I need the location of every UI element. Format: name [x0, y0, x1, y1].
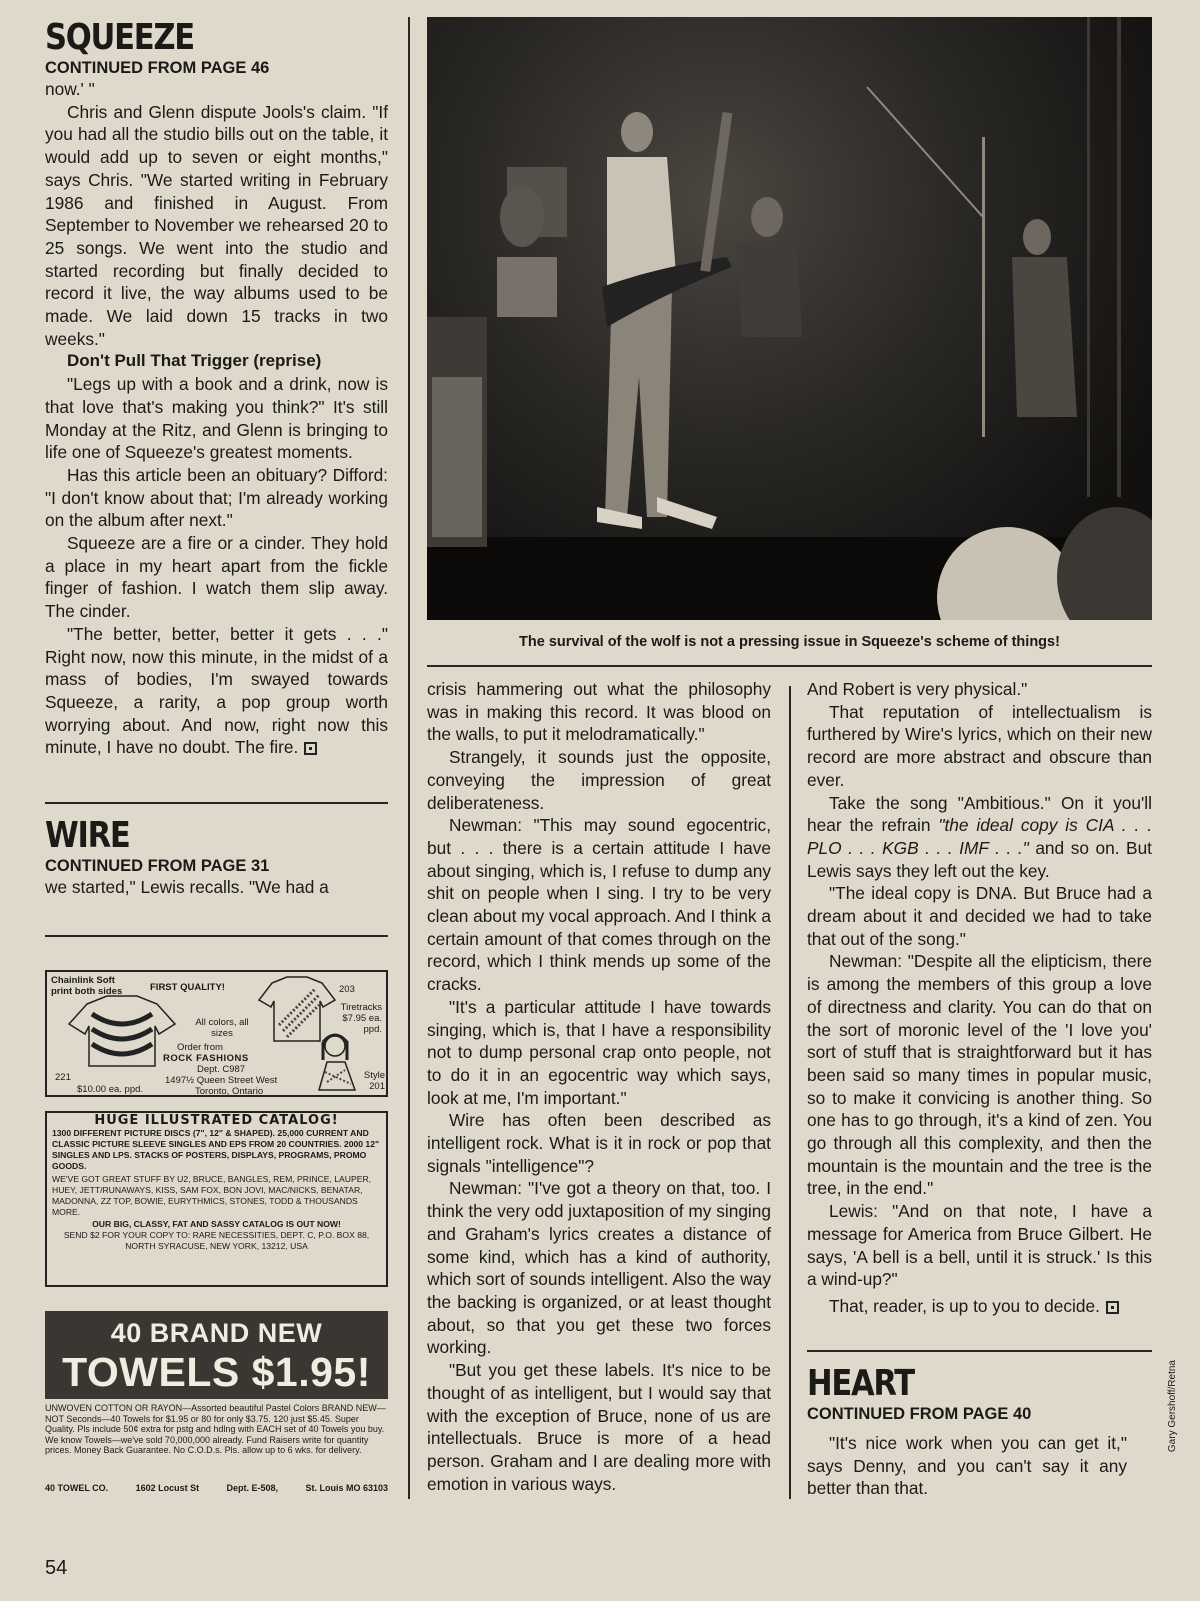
ad-catalog-line4: SEND $2 FOR YOUR COPY TO: RARE NECESSITIES, DEPT. C, P.O. BOX 88, NORTH SYRACUSE, NEW YORK, 13212, USA — [63, 1230, 370, 1251]
band-on-stage-image — [427, 17, 1152, 620]
ad-shirts-price221: $10.00 ea. ppd. — [77, 1084, 144, 1095]
photo-caption: The survival of the wolf is not a pressing issue in Squeeze's scheme of things! — [519, 634, 1060, 650]
wire-c3-para-0: And Robert is very physical." — [807, 679, 1028, 699]
ad-towels-body: UNWOVEN COTTON OR RAYON—Assorted beautiful Pastel Colors BRAND NEW—NOT Seconds—40 Towels for $1.95 or 80 for only $3.75. 120 just $5.45. Super Quality. Pls include 50¢ extra for pstg and hdlng with EACH set of 40 Towels you buy. We know Towels—we've sold 70,000,000 already. Fund Raisers write for quantity prices. Money Back Guarantee. No C.O.D.s. Pls. allow up to 6 wks. for delivery. — [45, 1403, 386, 1455]
divider — [45, 935, 388, 937]
wire-continued: CONTINUED FROM PAGE 31 — [45, 857, 270, 875]
wire-start — [45, 815, 388, 899]
ad-shirts-company: ROCK FASHIONS — [163, 1053, 249, 1064]
wire-c2-para-3: "It's a particular attitude I have towards singing, which is, that I have a responsibility not to dump personal crap onto people, not to do it in an egocentric way which says, look at me, I'm important." — [427, 996, 771, 1108]
ad-shirts-colors: All colors, all sizes — [195, 1017, 249, 1039]
divider — [45, 802, 388, 804]
ad-towels-line1: 40 BRAND NEW — [110, 1318, 323, 1348]
wire-c2-para-0: crisis hammering out what the philosophy was in making this record. It was blood on the walls, to put it melodramatically." — [427, 679, 771, 745]
ad-shirts-221: 221 — [55, 1072, 71, 1083]
wire-c3-para-4: Newman: "Despite all the elipticism, there is among the members of this group a love of directness and clarity. You can do that on the sort of moronic level of the 'I love you' sort of stuff that is straightforward but it has been said so many times in popular music, so to make it convicing is another thing. So one has to go through, it's a kind of zen. You go through all this complexity, and then the mountain is the mountain and the tree is the tree, in the end." — [807, 951, 1152, 1199]
ad-shirts-quality: FIRST QUALITY! — [150, 982, 225, 993]
squeeze-para-4: Squeeze are a fire or a cinder. They hold a place in my heart apart from the fickle finger of fashion. I watch them slip away. The cinder. — [45, 533, 388, 622]
heart-para-0: "It's nice work when you can get it," says Denny, and you can't say it any better than that. — [807, 1433, 1127, 1499]
ad-shirts-style201: Style 201 — [363, 1070, 385, 1092]
wire-c2-para-2: Newman: "This may sound egocentric, but . . . there is a certain attitude I have about singing, which is, I refuse to dump any shit on people when I sing. I try to be very clean about my vocal approach. And I think a certain amount of that comes through on the record, which I think mends up some of the cracks. — [427, 815, 771, 995]
squeeze-para-3: Has this article been an obituary? Difford: "I don't know about that; I'm already working on the album after next." — [45, 464, 388, 531]
ad-towels-city: St. Louis MO 63103 — [305, 1483, 388, 1493]
ad-shirts — [45, 970, 388, 1097]
column-2 — [427, 678, 771, 1495]
ad-catalog-title: HUGE ILLUSTRATED CATALOG! — [94, 1113, 339, 1128]
column-divider — [408, 17, 410, 1499]
ad-shirts-dept: Dept. C987 — [197, 1064, 246, 1075]
ad-towels-dept: Dept. E-508, — [226, 1483, 279, 1493]
ad-towels-line2: TOWELS $1.95! — [62, 1349, 371, 1395]
ad-shirts-203: 203 — [339, 984, 355, 995]
ad-catalog-line1: 1300 DIFFERENT PICTURE DISCS (7", 12" & SHAPED). 25,000 CURRENT AND CLASSIC PICTURE SLEEVE SINGLES AND EPS FROM 20 COUNTRIES. 2000 12" SINGLES AND LPS. STACKS OF POSTERS, DISPLAYS, PROGRAMS, PROMO GOODS. — [52, 1128, 380, 1171]
ad-towels-banner — [45, 1311, 388, 1399]
wire-c2-para-4: Wire has often been described as intelligent rock. What is it in rock or pop that signals "intelligence"? — [427, 1110, 771, 1176]
end-mark-icon — [1106, 1301, 1119, 1314]
ad-shirts-street: 1497½ Queen Street West — [165, 1075, 278, 1086]
wire-c2-para-5: Newman: "I've got a theory on that, too. I think the very odd juxtaposition of my singing and Graham's lyrics creates a distance of some kind, which has a kind of authority, which sort of sounds intelligent. Also the way the backing is organized, or at least thought about, so that you get these two forces working. — [427, 1178, 771, 1358]
squeeze-para-0: now.' " — [45, 79, 95, 99]
wire-c3-para-2: Take the song "Ambitious." On it you'll hear the refrain "the ideal copy is CIA . . . PLO . . . KGB . . . IMF . . ." and so on. But Lewis says they left out the key. — [807, 792, 1153, 881]
wire-c2-para-1: Strangely, it sounds just the opposite, conveying the impression of great deliberateness. — [427, 747, 771, 813]
squeeze-para-2: "Legs up with a book and a drink, now is that love that's making you think?" It's still Monday at the Ritz, and Glenn is bringing to life one of Squeeze's greatest moments. — [45, 374, 388, 463]
ad-shirts-tiretracks: Tiretracks $7.95 ea. ppd. — [340, 1002, 382, 1035]
squeeze-heading: SQUEEZE — [45, 17, 194, 58]
ad-towels-address: 1602 Locust St — [135, 1483, 200, 1493]
ad-catalog — [45, 1111, 388, 1287]
ad-shirts-city: Toronto, Ontario — [195, 1086, 264, 1097]
squeeze-para-5: "The better, better, better it gets . . ." Right now, now this minute, in the midst of a mass of bodies, I'm swayed towards Squeeze, a rarity, a pop group worth worrying about. And now, right now this minute, I have no doubt. The fire. — [45, 623, 388, 758]
squeeze-subhead: Don't Pull That Trigger (reprise) — [67, 351, 322, 371]
ad-catalog-line2: WE'VE GOT GREAT STUFF BY U2, BRUCE, BANGLES, REM, PRINCE, LAUPER, HUEY, JETT/RUNAWAYS, KISS, SAM FOX, BON JOVI, MAC/NICKS, BENATAR, MADONNA, ZZ TOP, BOWIE, EURYTHMICS, STONES, TODD & THOUSANDS MORE. — [52, 1174, 372, 1217]
ad-towels-company: 40 TOWEL CO. — [45, 1483, 109, 1493]
squeeze-para-1: Chris and Glenn dispute Jools's claim. "If you had all the studio bills out on the table, it would add up to seven or eight months," says Chris. "We started writing in February 1986 and finished in August. From September to November we rehearsed 20 to 25 songs. We went into the studio and started recording but finally decided to record it live, the way albums used to be made. We laid down 15 tracks in two weeks." — [45, 101, 388, 349]
divider — [427, 665, 1152, 667]
wire-c3-para-3: "The ideal copy is DNA. But Bruce had a dream about it and decided we had to take that out of the song." — [807, 883, 1152, 949]
woman-figure-icon — [315, 1032, 360, 1092]
shirt-left-icon — [67, 994, 177, 1069]
squeeze-continued: CONTINUED FROM PAGE 46 — [45, 59, 270, 77]
page-number: 54 — [45, 1557, 68, 1579]
photo-credit: Gary Gershoff/Retna — [1167, 1360, 1178, 1453]
ad-shirts-chainlink: Chainlink Soft print both sides — [51, 975, 123, 997]
wire-para-0: we started," Lewis recalls. "We had a — [45, 877, 329, 897]
concert-photo — [427, 17, 1152, 620]
divider — [807, 1350, 1152, 1352]
wire-c3-para-1: That reputation of intellectualism is furthered by Wire's lyrics, which on their new record are more abstract and obscure than ever. — [807, 701, 1152, 790]
wire-c3-para-6: That, reader, is up to you to decide. — [807, 1295, 1152, 1318]
heart-continued: CONTINUED FROM PAGE 40 — [807, 1405, 1032, 1423]
wire-heading: WIRE — [45, 815, 130, 856]
heart-heading: HEART — [807, 1363, 914, 1404]
ad-catalog-line3: OUR BIG, CLASSY, FAT AND SASSY CATALOG IS OUT NOW! — [92, 1219, 341, 1229]
wire-c2-para-6: "But you get these labels. It's nice to be thought of as intelligent, but I would say that with the exception of Bruce, none of us are intellectuals. Bruce is more of a head person. Graham and I are dealing more with emotion in various ways. — [427, 1360, 771, 1494]
column-3 — [807, 678, 1152, 1318]
ad-towels-footer — [45, 1483, 388, 1493]
column-1 — [45, 17, 388, 759]
ad-shirts-order: Order from — [177, 1042, 223, 1053]
column-divider — [789, 686, 791, 1499]
heart-section — [807, 1363, 1127, 1500]
end-mark-icon — [304, 742, 317, 755]
wire-c3-para-5: Lewis: "And on that note, I have a message for America from Bruce Gilbert. He says, 'A bell is a bell, until it is struck.' Is this a wind-up?" — [807, 1201, 1152, 1290]
